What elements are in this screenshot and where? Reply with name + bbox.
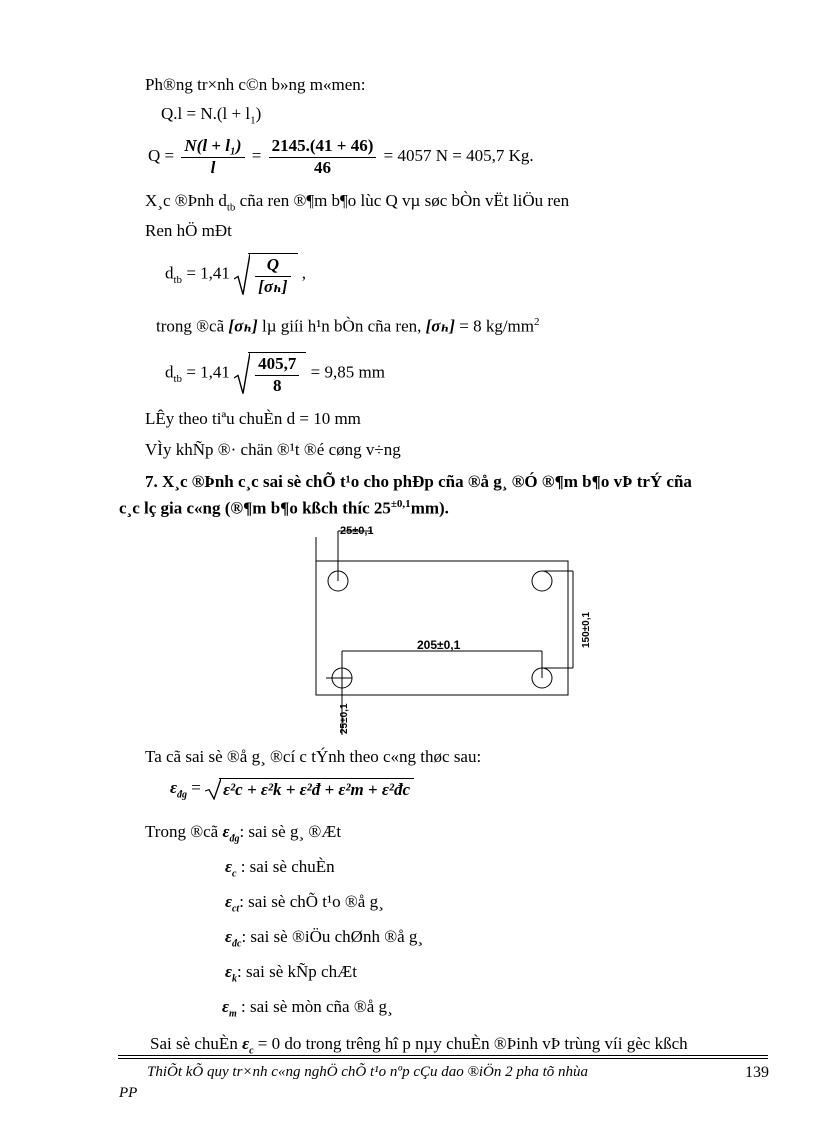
paragraph-sigma-b: lµ giíi h¹n bÒn cña ren, xyxy=(257,316,426,336)
fraction-numeric-sqrt-denominator: 8 xyxy=(273,375,282,395)
paragraph-sigma-sup: 2 xyxy=(534,316,540,328)
equation-dtb-formula xyxy=(165,253,306,296)
equation-dtb-numeric-d: d xyxy=(165,362,174,382)
paragraph-standard-d: LÊy theo tiªu chuÈn d = 10 mm xyxy=(145,409,361,428)
equation-dtb-comma: , xyxy=(297,263,307,283)
equation-force-q xyxy=(148,137,534,177)
definition-eps-dg-b: : sai sè g¸ ®Æt xyxy=(239,822,342,841)
paragraph-standard-error xyxy=(150,1035,688,1056)
equation-dtb-numeric xyxy=(165,352,385,395)
fraction-q-sigma-denominator: [σₕ] xyxy=(258,276,288,296)
symbol-eps-ct: $\varepsilon_{ct}$ xyxy=(225,892,240,915)
sqrt-q-over-sigma xyxy=(234,253,297,296)
definition-eps-ct xyxy=(225,893,384,914)
footer-rule-bottom xyxy=(118,1058,768,1059)
jig-hole-diagram xyxy=(300,523,615,735)
equation-force-lhs: Q = xyxy=(148,146,179,166)
section-heading-7-tolerance: ±0,1 xyxy=(390,498,411,510)
dim-top-label: 25±0,1 xyxy=(340,525,374,537)
fraction-numeric-sqrt xyxy=(255,355,299,395)
symbol-sigma-b: [σₕ] xyxy=(228,316,258,336)
equation-force-eq: = xyxy=(247,146,266,166)
equation-moment-close: ) xyxy=(255,104,262,123)
equation-epsilon-total xyxy=(170,778,414,800)
equation-dtb-numeric-result: = 9,85 mm xyxy=(306,362,385,382)
fraction-numeric-sqrt-numerator: 405,7 xyxy=(255,355,299,376)
section-heading-7-cont xyxy=(119,498,449,518)
definition-eps-m-text: : sai sè mòn cña ®å g¸ xyxy=(236,997,393,1016)
equation-moment xyxy=(161,105,261,126)
sqrt-epsilon-sum xyxy=(205,778,414,800)
equation-dtb-numeric-coef: = 1,41 xyxy=(182,362,235,382)
equation-dtb-sub: tb xyxy=(173,273,183,286)
plate-outline xyxy=(316,561,568,695)
symbol-eps-c-2: $\varepsilon_c$ xyxy=(242,1034,254,1057)
paragraph-metric-thread: Ren hÖ mÐt xyxy=(145,221,232,240)
paragraph-sigma-a: trong ®cã xyxy=(156,316,229,336)
definition-eps-dc xyxy=(225,928,423,949)
sqrt-symbol-icon xyxy=(234,352,250,395)
definition-eps-dc-text: : sai sè ®iÖu chØnh ®å g¸ xyxy=(241,927,424,946)
fraction-numeric-denominator: 46 xyxy=(314,157,332,177)
equation-force-result: = 4057 N = 405,7 Kg. xyxy=(379,146,534,166)
dim-right-label: 150±0,1 xyxy=(581,611,592,648)
paragraph-determine-dtb-a: X¸c ®Þnh d xyxy=(145,191,227,210)
definition-eps-k-text: : sai sè kÑp chÆt xyxy=(236,962,357,981)
equation-dtb-numeric-sub: tb xyxy=(173,372,183,385)
sqrt-symbol-icon xyxy=(205,778,221,800)
fraction-numeric xyxy=(269,137,377,177)
definition-eps-ct-text: : sai sè chÕ t¹o ®å g¸ xyxy=(239,892,384,911)
paragraph-stiffness: VÌy khÑp ®· chän ®¹t ®é cøng v÷ng xyxy=(145,440,401,459)
fraction-n-l xyxy=(181,137,244,177)
symbol-eps-k: $\varepsilon_k$ xyxy=(225,962,237,985)
equation-moment-text: Q.l = N.(l + l xyxy=(161,104,251,123)
symbol-eps-dc: $\varepsilon_{đc}$ xyxy=(225,927,242,950)
equation-moment-subscript: 1 xyxy=(250,114,256,127)
footer-page-number: 139 xyxy=(745,1064,769,1081)
symbol-eps-dg-2: $\varepsilon_{đg}$ xyxy=(222,822,240,845)
symbol-sigma-b-2: [σₕ] xyxy=(425,316,455,336)
sqrt-symbol-icon xyxy=(234,253,250,296)
hole-top-right xyxy=(532,571,552,591)
symbol-eps-c: $\varepsilon_c$ xyxy=(225,857,237,880)
definition-eps-dg-a: Trong ®cã xyxy=(145,822,223,841)
symbol-eps-dg: $\varepsilon_{đg}$ xyxy=(170,777,187,801)
footer-rule-top xyxy=(118,1055,768,1056)
fraction-n-l-numerator: N(l + l₁) xyxy=(181,137,244,158)
fraction-q-sigma xyxy=(255,256,290,296)
symbol-eps-m: $\varepsilon_m$ xyxy=(222,997,237,1020)
paragraph-sigma-definition xyxy=(156,316,540,336)
paragraph-determine-dtb xyxy=(145,192,569,213)
paragraph-determine-dtb-sub: tb xyxy=(226,201,236,214)
paragraph-standard-error-a: Sai sè chuÈn xyxy=(150,1034,243,1053)
heading-moment-equation: Ph®ng tr×nh c©n b»ng m«men: xyxy=(145,75,366,94)
dim-bottom-label: 25±0,1 xyxy=(339,703,350,734)
dim-mid-label: 205±0,1 xyxy=(417,638,461,652)
definition-eps-m xyxy=(222,998,393,1019)
paragraph-standard-error-b: = 0 do trong trêng hî p nµy chuÈn ®Þinh vÞ trùng víi gèc kßch xyxy=(253,1034,688,1053)
paragraph-sigma-c: = 8 kg/mm xyxy=(454,316,534,336)
definition-eps-c xyxy=(225,858,335,879)
sqrt-epsilon-sum-content: ε²c + ε²k + ε²đ + ε²m + ε²đc xyxy=(219,778,414,800)
footer-title: ThiÕt kÕ quy tr×nh c«ng nghÖ chÕ t¹o nºp cÇu dao ®iÖn 2 pha tõ nhùa xyxy=(147,1064,589,1080)
section-heading-7-cont-b: mm). xyxy=(410,498,449,518)
paragraph-jig-error-formula: Ta cã sai sè ®å g¸ ®cí c tÝnh theo c«ng thøc sau: xyxy=(145,747,482,766)
definition-eps-c-text: : sai sè chuÈn xyxy=(236,857,335,876)
equation-dtb-coef: = 1,41 xyxy=(182,263,235,283)
paragraph-determine-dtb-b: cña ren ®¶m b¶o lùc Q vµ søc bÒn vËt liÖu ren xyxy=(235,191,570,210)
definition-eps-k xyxy=(225,963,357,984)
definition-eps-dg xyxy=(145,823,341,844)
footer-title-continuation: PP xyxy=(119,1085,138,1101)
fraction-numeric-numerator: 2145.(41 + 46) xyxy=(269,137,377,158)
section-heading-7: 7. X¸c ®Þnh c¸c sai sè chÕ t¹o cho phÐp cña ®å g¸ ®Ó ®¶m b¶o vÞ trÝ cña xyxy=(145,472,692,491)
equation-dtb-d: d xyxy=(165,263,174,283)
section-heading-7-cont-a: c¸c lç gia c«ng (®¶m b¶o kßch thíc 25 xyxy=(119,498,391,518)
fraction-q-sigma-numerator: Q xyxy=(255,256,290,277)
fraction-n-l-denominator: l xyxy=(210,157,216,177)
sqrt-numeric xyxy=(234,352,306,395)
equation-epsilon-eq: = xyxy=(186,777,206,797)
